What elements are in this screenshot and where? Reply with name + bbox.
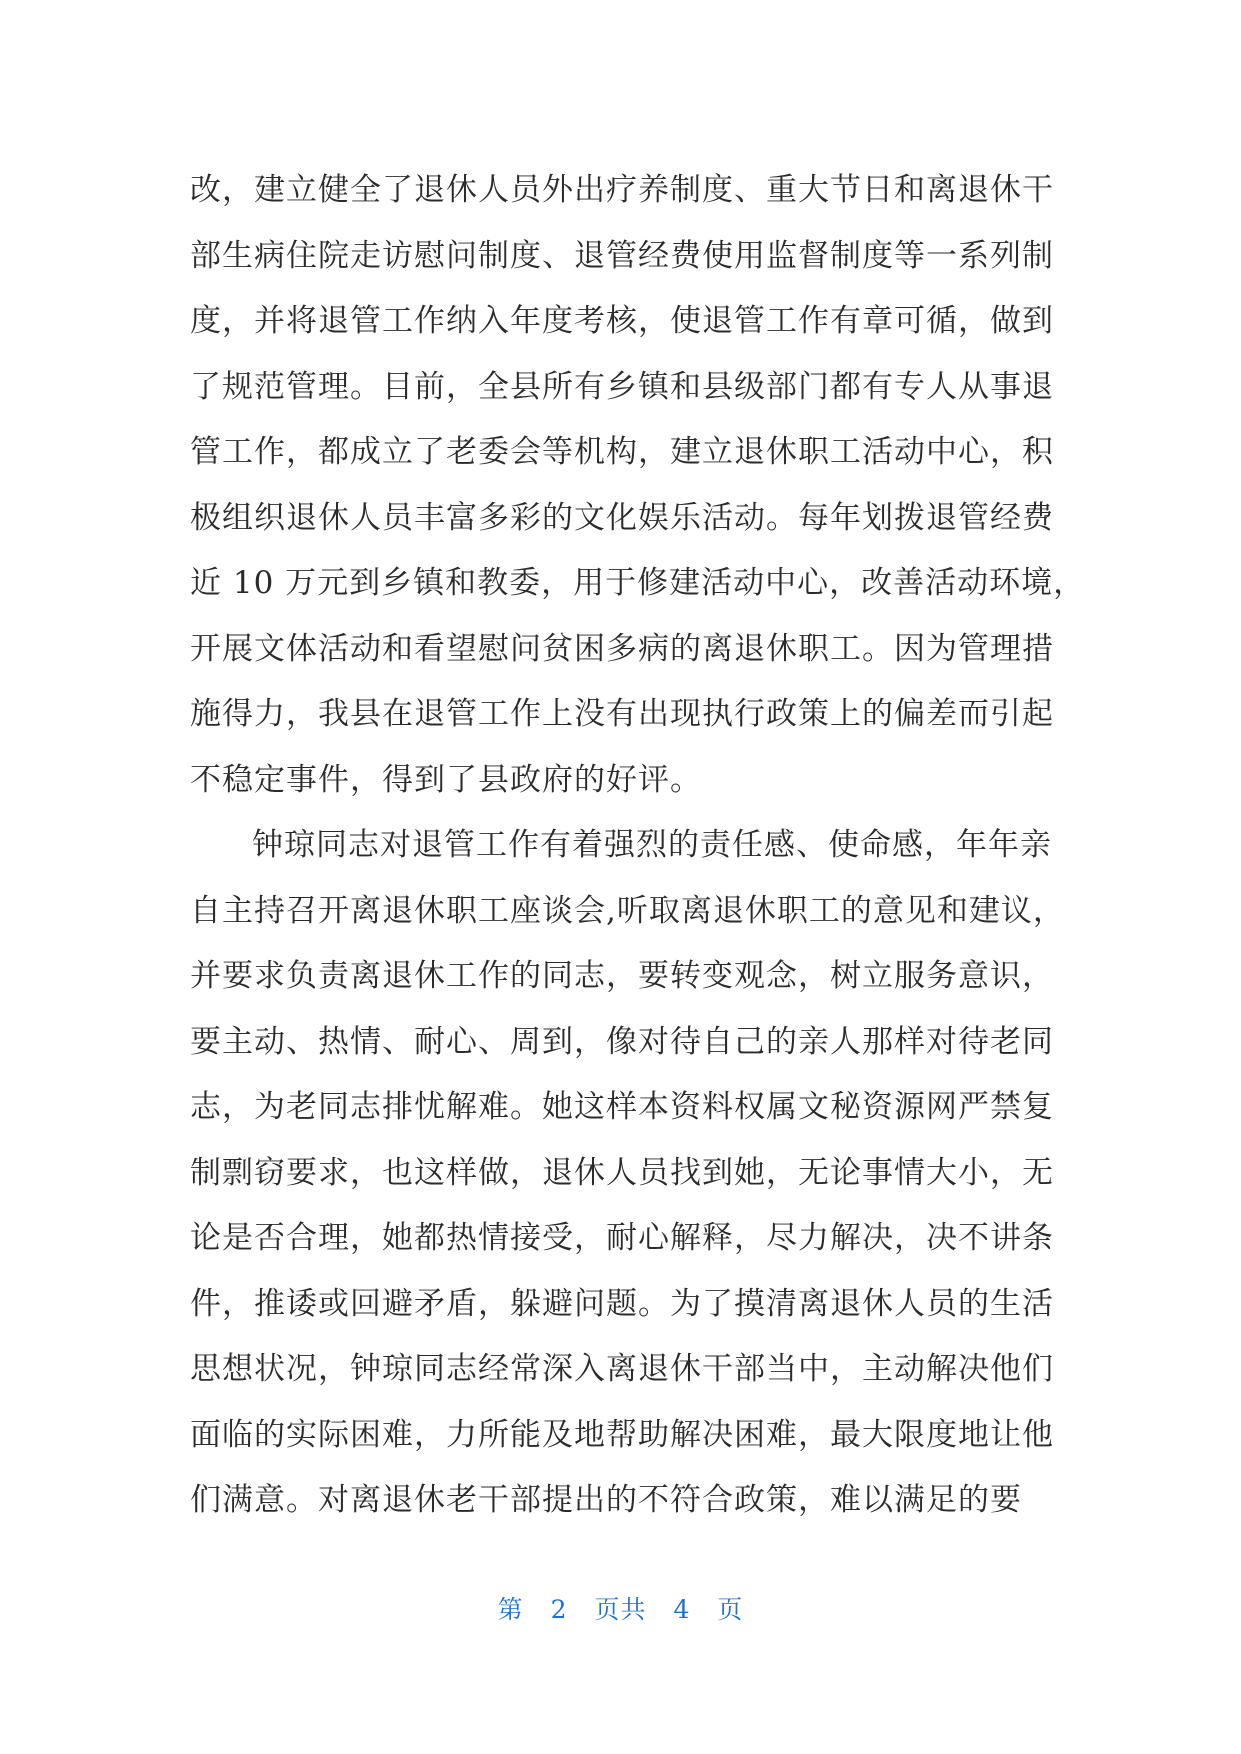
text-line: 开展文体活动和看望慰问贫困多病的离退休职工。因为管理措 (190, 630, 1054, 667)
text-line: 面临的实际困难，力所能及地帮助解决困难，最大限度地让他 (190, 1416, 1054, 1453)
total-pages-number: 4 (673, 1595, 691, 1624)
text-line: 改，建立健全了退休人员外出疗养制度、重大节日和离退休干 (190, 172, 1054, 208)
text-line: 部生病住院走访慰问制度、退管经费使用监督制度等一系列制 (190, 237, 1054, 274)
text-line: 施得力，我县在退管工作上没有出现执行政策上的偏差而引起 (190, 696, 1054, 732)
footer-middle: 页共 (594, 1595, 647, 1624)
footer-suffix: 页 (717, 1595, 744, 1624)
page-footer (0, 1590, 1241, 1626)
text-line: 自主持召开离退休职工座谈会,听取离退休职工的意见和建议， (190, 892, 1065, 929)
text-line: 极组织退休人员丰富多彩的文化娱乐活动。每年划拨退管经费 (190, 499, 1054, 536)
text-line: 论是否合理，她都热情接受，耐心解释，尽力解决，决不讲条 (190, 1220, 1054, 1256)
text-line: 钟琼同志对退管工作有着强烈的责任感、使命感，年年亲 (252, 827, 1052, 863)
text-line: 管工作，都成立了老委会等机构，建立退休职工活动中心，积 (190, 434, 1054, 470)
text-line: 度，并将退管工作纳入年度考核，使退管工作有章可循，做到 (190, 303, 1054, 339)
text-line: 思想状况，钟琼同志经常深入离退休干部当中，主动解决他们 (190, 1351, 1054, 1387)
text-line: 了规范管理。目前，全县所有乡镇和县级部门都有专人从事退 (190, 368, 1054, 405)
text-line: 不稳定事件，得到了县政府的好评。 (190, 761, 702, 798)
text-line: 制剽窃要求，也这样做，退休人员找到她，无论事情大小，无 (190, 1154, 1054, 1191)
document-body (190, 158, 1086, 1534)
text-line: 并要求负责离退休工作的同志，要转变观念，树立服务意识， (190, 958, 1054, 994)
text-line: 们满意。对离退休老干部提出的不符合政策，难以满足的要 (190, 1482, 1022, 1518)
footer-prefix: 第 (497, 1595, 524, 1624)
text-line: 件，推诿或回避矛盾，躲避问题。为了摸清离退休人员的生活 (190, 1285, 1054, 1322)
text-line: 近 10 万元到乡镇和教委，用于修建活动中心，改善活动环境， (190, 565, 1086, 601)
text-line: 志，为老同志排忧解难。她这样本资料权属文秘资源网严禁复 (190, 1089, 1054, 1125)
paragraph-2 (190, 813, 1065, 1534)
current-page-number: 2 (550, 1595, 568, 1624)
text-line: 要主动、热情、耐心、周到，像对待自己的亲人那样对待老同 (190, 1023, 1054, 1060)
paragraph-1 (190, 158, 1086, 813)
